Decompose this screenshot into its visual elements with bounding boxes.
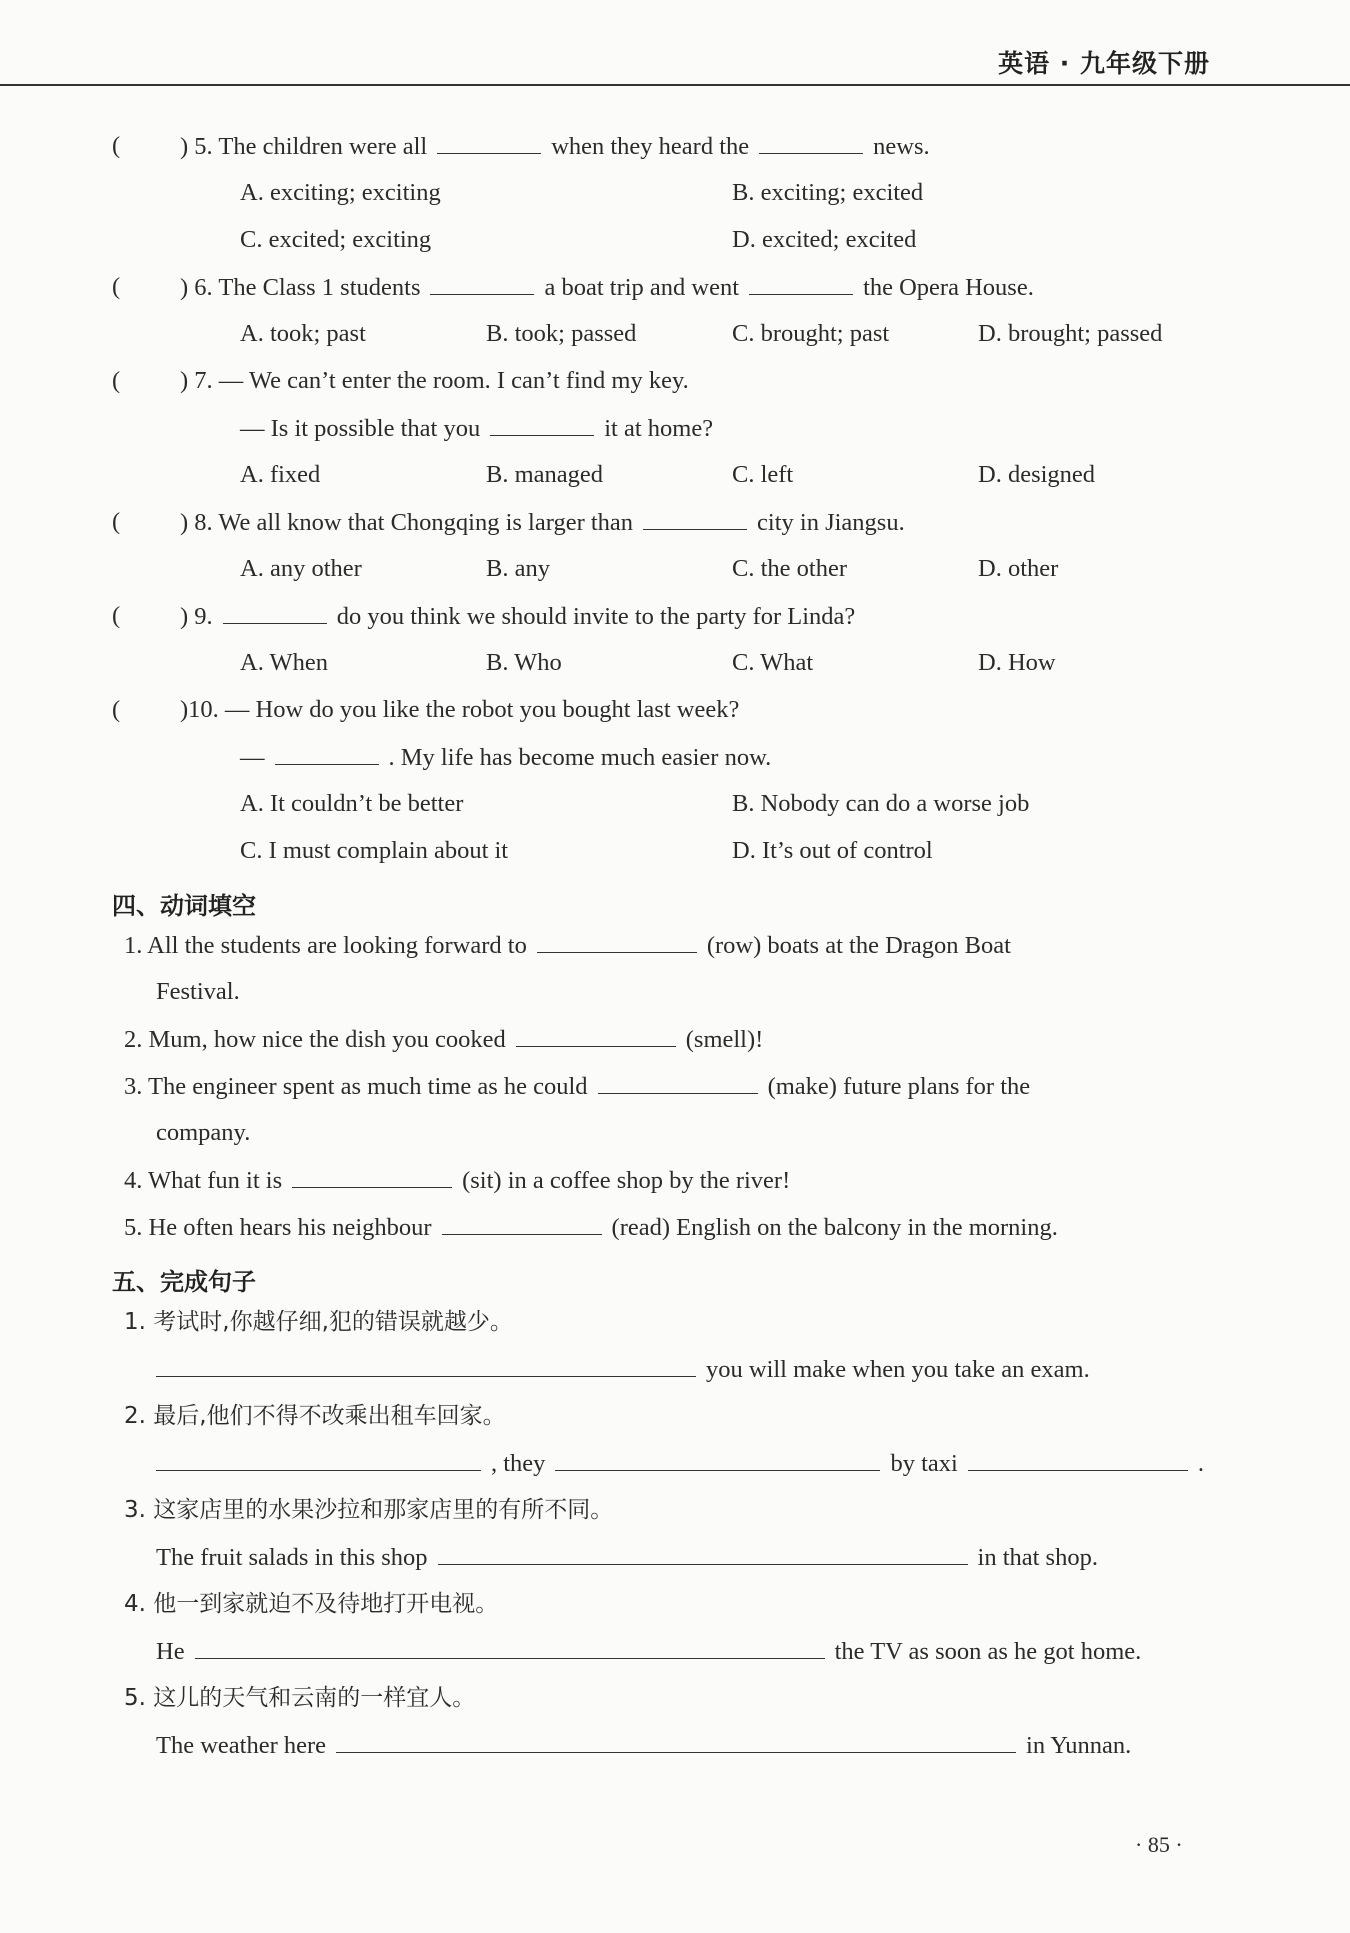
answer-blank[interactable] <box>968 1448 1188 1471</box>
page-header <box>0 0 1350 92</box>
answer-blank[interactable] <box>195 1636 825 1659</box>
verb-item-3: 3. The engineer spent as much time as he could (make) future plans for the <box>124 1073 1031 1100</box>
option-d: D. excited; excited <box>732 226 917 253</box>
answer-blank[interactable] <box>275 742 379 765</box>
verb-item-1: 1. All the students are looking forward to (row) boats at the Dragon Boat <box>124 932 1011 959</box>
answer-blank[interactable] <box>555 1448 880 1471</box>
section-title-verb-fill: 四、动词填空 <box>112 892 256 920</box>
option-a: A. It couldn’t be better <box>240 790 464 817</box>
question-5: ) 5. The children were all when they heard the news. <box>180 133 930 160</box>
verb-item-3-cont: company. <box>156 1119 251 1146</box>
answer-blank[interactable] <box>759 131 863 154</box>
option-b: B. Who <box>486 649 562 676</box>
answer-blank[interactable] <box>223 601 327 624</box>
option-c: C. I must complain about it <box>240 837 509 864</box>
option-b: B. managed <box>486 461 604 488</box>
option-b: B. exciting; excited <box>732 179 924 206</box>
option-a: A. When <box>240 649 328 676</box>
sentence-2-chinese: 2. 最后,他们不得不改乘出租车回家。 <box>124 1403 506 1429</box>
sentence-5-english: The weather here in Yunnan. <box>156 1732 1132 1759</box>
question-6: ) 6. The Class 1 students a boat trip and went the Opera House. <box>180 274 1034 301</box>
answer-paren: ( <box>112 273 121 300</box>
question-10: )10. — How do you like the robot you bought last week? <box>180 696 740 723</box>
answer-blank[interactable] <box>749 272 853 295</box>
sentence-1-english: you will make when you take an exam. <box>156 1354 1090 1385</box>
answer-blank[interactable] <box>442 1212 602 1235</box>
option-a: A. took; past <box>240 320 366 347</box>
page-number: · 85 · <box>1135 1832 1183 1857</box>
section-title-complete-sentences: 五、完成句子 <box>112 1268 256 1296</box>
option-d: D. other <box>978 555 1059 582</box>
option-d: D. How <box>978 649 1056 676</box>
option-b: B. Nobody can do a worse job <box>732 790 1030 817</box>
answer-paren: ( <box>112 132 121 159</box>
answer-blank[interactable] <box>598 1071 758 1094</box>
verb-item-2: 2. Mum, how nice the dish you cooked (smell)! <box>124 1026 764 1053</box>
answer-blank[interactable] <box>537 930 697 953</box>
sentence-1-chinese: 1. 考试时,你越仔细,犯的错误就越少。 <box>124 1309 513 1335</box>
verb-item-4: 4. What fun it is (sit) in a coffee shop by the river! <box>124 1167 791 1194</box>
sentence-4-chinese: 4. 他一到家就迫不及待地打开电视。 <box>124 1591 499 1617</box>
answer-blank[interactable] <box>336 1730 1016 1753</box>
answer-paren: ( <box>112 508 121 535</box>
option-b: B. took; passed <box>486 320 637 347</box>
option-d: D. It’s out of control <box>732 837 933 864</box>
answer-blank[interactable] <box>156 1354 696 1377</box>
option-d: D. designed <box>978 461 1096 488</box>
option-a: A. exciting; exciting <box>240 179 441 206</box>
option-c: C. What <box>732 649 814 676</box>
question-8: ) 8. We all know that Chongqing is larger than city in Jiangsu. <box>180 509 905 536</box>
verb-item-5: 5. He often hears his neighbour (read) English on the balcony in the morning. <box>124 1214 1058 1241</box>
book-title: 英语 · 九年级下册 <box>998 49 1210 78</box>
sentence-4-english: He the TV as soon as he got home. <box>156 1638 1142 1665</box>
question-7-reply: — Is it possible that you it at home? <box>240 415 714 442</box>
sentence-3-english: The fruit salads in this shop in that shop. <box>156 1544 1098 1571</box>
answer-blank[interactable] <box>430 272 534 295</box>
verb-item-1-cont: Festival. <box>156 978 240 1005</box>
sentence-2-english: , they by taxi . <box>156 1448 1204 1479</box>
answer-paren: ( <box>112 602 121 629</box>
option-c: C. brought; past <box>732 320 890 347</box>
sentence-5-chinese: 5. 这儿的天气和云南的一样宜人。 <box>124 1685 476 1711</box>
answer-blank[interactable] <box>156 1448 481 1471</box>
header-rule <box>0 84 1350 86</box>
answer-blank[interactable] <box>490 413 594 436</box>
option-c: C. excited; exciting <box>240 226 432 253</box>
answer-blank[interactable] <box>516 1024 676 1047</box>
option-c: C. the other <box>732 555 847 582</box>
answer-paren: ( <box>112 696 121 723</box>
answer-blank[interactable] <box>292 1165 452 1188</box>
answer-paren: ( <box>112 367 121 394</box>
answer-blank[interactable] <box>438 1542 968 1565</box>
question-7: ) 7. — We can’t enter the room. I can’t find my key. <box>180 367 689 394</box>
answer-blank[interactable] <box>437 131 541 154</box>
option-a: A. any other <box>240 555 362 582</box>
option-b: B. any <box>486 555 550 582</box>
question-10-reply: — . My life has become much easier now. <box>240 744 772 771</box>
sentence-3-chinese: 3. 这家店里的水果沙拉和那家店里的有所不同。 <box>124 1497 614 1523</box>
option-c: C. left <box>732 461 794 488</box>
option-d: D. brought; passed <box>978 320 1163 347</box>
question-9: ) 9. do you think we should invite to the party for Linda? <box>180 603 856 630</box>
option-a: A. fixed <box>240 461 321 488</box>
answer-blank[interactable] <box>643 507 747 530</box>
